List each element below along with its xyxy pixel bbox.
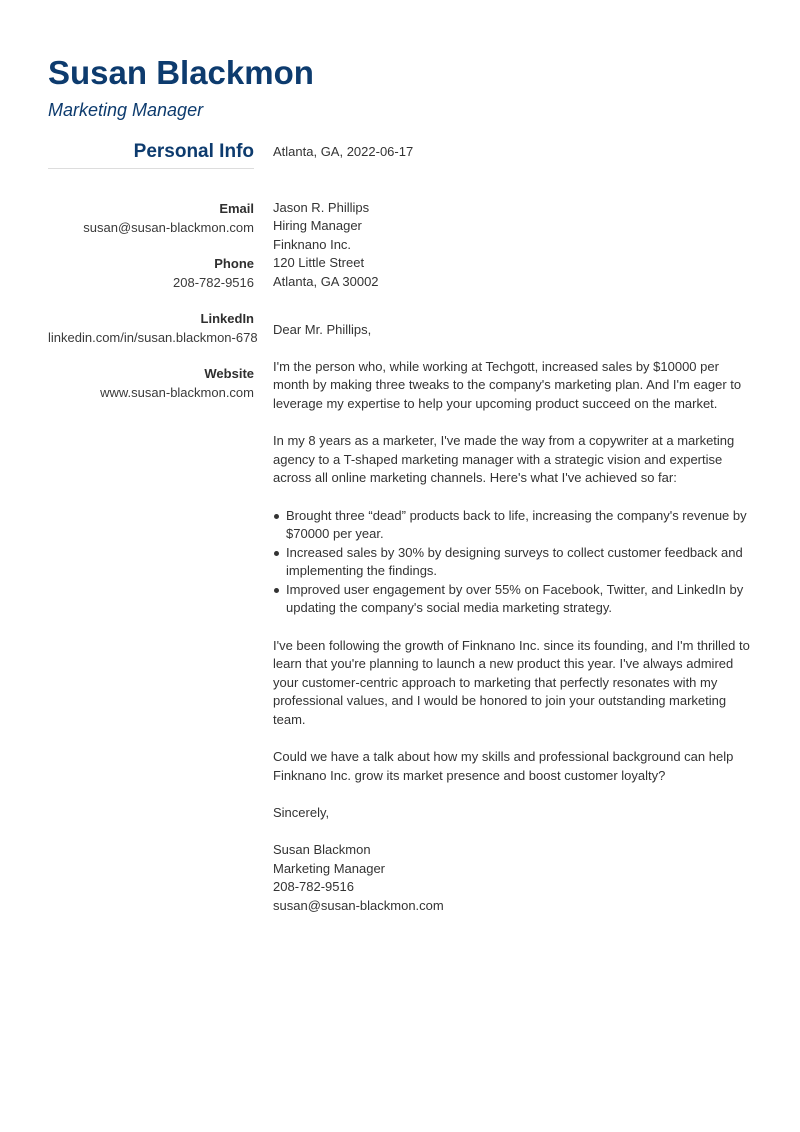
contact-linkedin-label: LinkedIn [200, 311, 254, 326]
contact-email-value[interactable]: susan@susan-blackmon.com [83, 220, 254, 235]
contact-website-label: Website [204, 366, 254, 381]
recipient-name: Jason R. Phillips [273, 199, 370, 215]
recipient-city: Atlanta, GA 30002 [273, 273, 379, 289]
achievement-item [286, 544, 758, 581]
candidate-job-title: Marketing Manager [48, 100, 204, 120]
achievement-text: Increased sales by 30% by designing surveys to collect customer feedback and implementing the findings. [286, 544, 743, 579]
signature-email: susan@susan-blackmon.com [273, 897, 444, 913]
achievement-item [286, 581, 758, 618]
personal-info-sidebar [48, 140, 258, 420]
achievement-text: Improved user engagement by over 55% on Facebook, Twitter, and LinkedIn by updating the company's social media marketing strategy. [286, 581, 744, 616]
bullet-icon [274, 588, 279, 593]
signature-block [273, 841, 758, 915]
contact-website [48, 365, 254, 402]
contact-phone-value[interactable]: 208-782-9516 [173, 275, 254, 290]
personal-info-heading: Personal Info [48, 140, 254, 169]
recipient-street: 120 Little Street [273, 255, 365, 271]
achievement-item [286, 507, 758, 544]
cover-letter-body [273, 143, 758, 916]
recipient-block [273, 199, 758, 292]
bullet-icon [274, 551, 279, 556]
contact-email-label: Email [219, 201, 254, 216]
achievement-text: Brought three “dead” products back to life, increasing the company's revenue by $70000 per year. [286, 507, 747, 542]
letter-date-line: Atlanta, GA, 2022-06-17 [273, 144, 414, 159]
contact-list [48, 200, 258, 402]
letter-paragraph: In my 8 years as a marketer, I've made the way from a copywriter at a marketing agency to a T-shaped marketing manager with a strategic vision and expertise across all online marketing channels. Here's what I've achieved so far: [273, 433, 735, 486]
signature-phone: 208-782-9516 [273, 879, 354, 895]
recipient-company: Finknano Inc. [273, 236, 352, 252]
letter-paragraph: I'm the person who, while working at Techgott, increased sales by $10000 per month by making three tweaks to the company's marketing plan. And I'm eager to leverage my expertise to help your upcoming product succeed on the market. [273, 358, 742, 411]
contact-email [48, 200, 254, 237]
candidate-name: Susan Blackmon [48, 54, 314, 91]
letter-paragraph: I've been following the growth of Finknano Inc. since its founding, and I'm thrilled to learn that you're planning to launch a new product this year. I've always admired your customer-centric approach to marketing that perfectly resonates with my professional values, and I would be honored to join your outstanding marketing team. [273, 637, 750, 728]
letter-paragraph: Could we have a talk about how my skills and professional background can help Finknano Inc. grow its market presence and boost customer loyalty? [273, 749, 734, 783]
sign-off: Sincerely, [273, 805, 330, 820]
bullet-icon [274, 514, 279, 519]
contact-phone-label: Phone [214, 256, 254, 271]
signature-name: Susan Blackmon [273, 842, 371, 858]
contact-phone [48, 255, 254, 292]
achievements-list [273, 507, 758, 619]
contact-website-value[interactable]: www.susan-blackmon.com [100, 385, 254, 400]
contact-linkedin [48, 310, 258, 347]
salutation: Dear Mr. Phillips, [273, 321, 372, 337]
recipient-title: Hiring Manager [273, 218, 362, 234]
signature-title: Marketing Manager [273, 860, 385, 876]
contact-linkedin-value[interactable]: linkedin.com/in/susan.blackmon-678 [48, 330, 258, 345]
